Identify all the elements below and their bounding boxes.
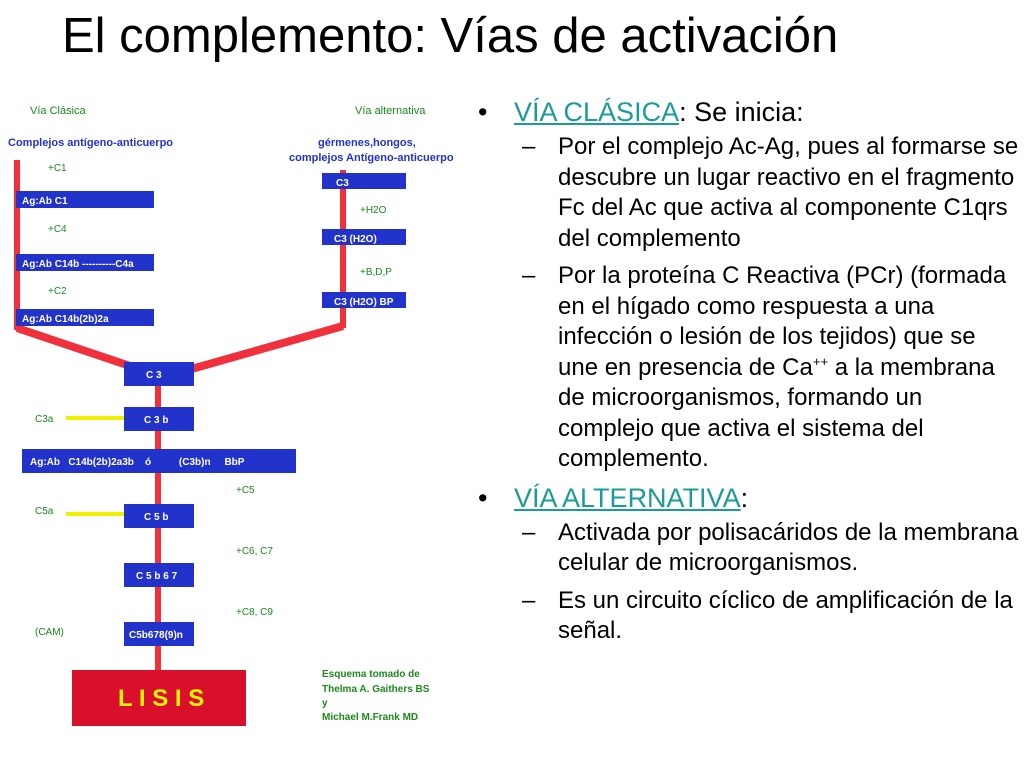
sub-bullet-pcr-text — [558, 262, 1006, 472]
box-c5b6789-label: C5b678(9)n — [129, 630, 183, 641]
dash-marker: – — [522, 518, 536, 546]
c5a-label: C5a — [35, 506, 54, 517]
slide-title: El complemento: Vías de activación — [62, 9, 839, 63]
sub-bullet-circuito-text: Es un circuito cíclico de amplificación de la señal. — [558, 586, 1013, 644]
dash-marker: – — [522, 133, 536, 160]
dash-marker: – — [522, 586, 536, 614]
classic-pathway-title: Vía Clásica — [30, 105, 86, 117]
plus-c2-label: +C2 — [48, 286, 67, 297]
plus-c4-label: +C4 — [48, 224, 67, 235]
c3a-label: C3a — [35, 414, 54, 425]
via-clasica-heading: VÍA CLÁSICA — [514, 97, 680, 127]
plus-c6c7-label: +C6, C7 — [236, 546, 273, 557]
via-clasica-heading-rest: : Se inicia: — [679, 97, 804, 127]
box-c3h2obp-label: C3 (H2O) BP — [334, 297, 394, 308]
sub-bullet-complejo — [472, 132, 1020, 254]
box-c3b-label: C 3 b — [144, 415, 169, 426]
sub-bullet-circuito — [472, 586, 1020, 647]
text-panel — [472, 96, 1020, 654]
sub-bullet-polisacaridos — [472, 518, 1020, 579]
box-c5b-label: C 5 b — [144, 512, 169, 523]
box-c3-alt — [322, 173, 406, 189]
box-c3-label: C 3 — [146, 370, 162, 381]
credit-line-3: y — [322, 698, 328, 709]
box-agab-c14b2a-label: Ag:Ab C14b(2b)2a — [22, 314, 109, 325]
box-c3h2o-label: C3 (H2O) — [334, 234, 377, 245]
sub-bullet-pcr-pre: Por la proteína C Reactiva (PCr) (formada en el hígado como respuesta a una infección o lesión de los tejidos) que se une en presencia de Ca — [558, 262, 1007, 381]
via-alternativa-heading: VÍA ALTERNATIVA — [514, 482, 741, 513]
box-convertase-label: Ag:Ab C14b(2b)2a3b ó (C3b)n BbP — [30, 457, 245, 468]
classic-trigger-label: Complejos antígeno-anticuerpo — [8, 137, 174, 149]
complement-pathway-diagram — [0, 0, 470, 768]
credit-line-2: Thelma A. Gaithers BS — [322, 684, 430, 695]
bullet-marker: • — [478, 482, 488, 513]
alt-pathway-title: Vía alternativa — [355, 105, 426, 117]
alt-merge-line — [188, 326, 343, 370]
credit-line-4: Michael M.Frank MD — [322, 712, 419, 723]
box-c5b67-label: C 5 b 6 7 — [136, 571, 178, 582]
alt-trigger-label-1: gérmenes,hongos, — [318, 137, 416, 149]
via-alternativa-heading-rest: : — [740, 482, 749, 513]
calcium-superscript: ++ — [812, 353, 829, 369]
bullet-via-alternativa — [472, 482, 1020, 514]
classic-merge-line — [17, 328, 142, 370]
cam-label: (CAM) — [35, 627, 64, 638]
plus-bdp-label: +B,D,P — [360, 267, 392, 278]
bullet-marker: • — [478, 97, 488, 127]
plus-h2o-label: +H2O — [360, 205, 387, 216]
lisis-label: L I S I S — [118, 685, 205, 712]
box-c3-alt-label: C3 — [336, 178, 349, 189]
sub-bullet-polisacaridos-text: Activada por polisacáridos de la membrana celular de microorganismos. — [558, 518, 1019, 576]
alt-trigger-label-2: complejos Antígeno-anticuerpo — [289, 152, 454, 164]
sub-bullet-complejo-text: Por el complejo Ac-Ag, pues al formarse se descubre un lugar reactivo en el fragmento Fc del Ac que activa al componente C1qrs del complemento — [558, 133, 1019, 252]
sub-bullet-pcr — [472, 261, 1020, 475]
credit-line-1: Esquema tomado de — [322, 669, 420, 680]
box-agab-c14b-label: Ag:Ab C14b ----------C4a — [22, 259, 134, 270]
plus-c5-label: +C5 — [236, 485, 255, 496]
plus-c1-label: +C1 — [48, 163, 67, 174]
box-agab-c1-label: Ag:Ab C1 — [22, 196, 68, 207]
plus-c8c9-label: +C8, C9 — [236, 607, 273, 618]
sub-bullet-pcr-post: a la membrana de microorganismos, formando un complejo que activa el sistema del complemento. — [558, 353, 995, 472]
dash-marker: – — [522, 262, 536, 289]
bullet-via-clasica — [472, 96, 1020, 128]
